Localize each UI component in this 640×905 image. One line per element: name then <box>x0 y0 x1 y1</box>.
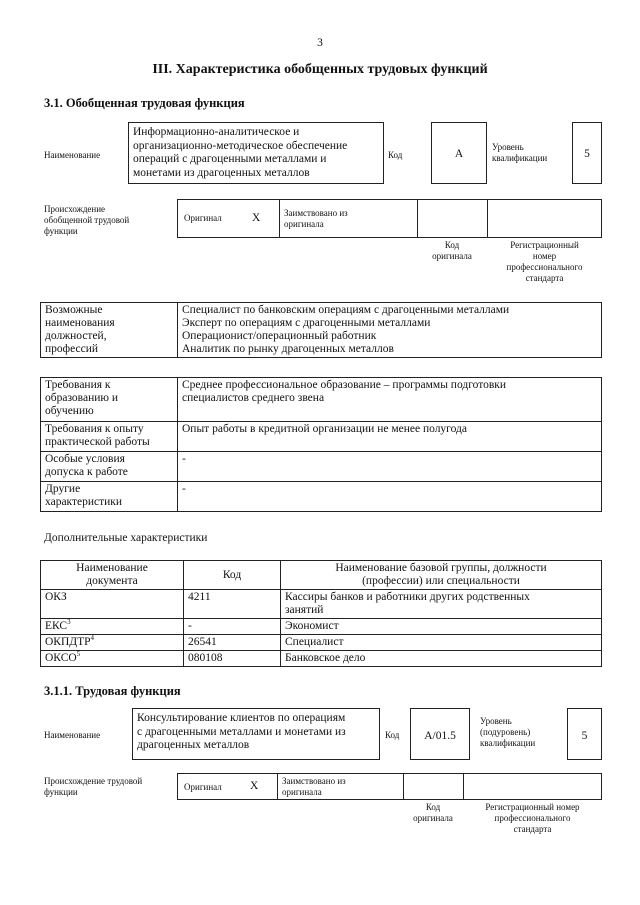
tf-code-label: Код <box>385 730 400 740</box>
gtf-original-mark: X <box>252 212 261 224</box>
table-row-name: Кассиры банков и работники других родственных занятий <box>281 590 602 619</box>
table-row-code: 080108 <box>184 651 281 667</box>
gtf-origin-label: Происхождение обобщенной трудовой функции <box>44 204 130 236</box>
tf-reg-number-caption: Регистрационный номер профессионального стандарта <box>485 802 580 834</box>
gtf-name-value: Информационно-аналитическое и организационно-методическое обеспечение операций с драгоценными металлами и монетами из драгоценных металлов <box>128 122 384 184</box>
gtf-level-value: 5 <box>572 122 602 184</box>
table-row-code: 26541 <box>184 635 281 651</box>
additional-heading: Дополнительные характеристики <box>44 532 208 544</box>
gtf-original-label: Оригинал <box>184 213 222 223</box>
additional-table <box>40 560 602 667</box>
req-other-value: - <box>178 482 602 512</box>
tf-original-label: Оригинал <box>184 782 222 792</box>
gtf-heading: 3.1. Обобщенная трудовая функция <box>44 96 245 110</box>
position-item: Аналитик по рынку драгоценных металлов <box>182 343 394 355</box>
tf-name-value: Консультирование клиентов по операциям с драгоценными металлами и монетами из драгоценных металлов <box>132 708 380 760</box>
table-row-code: - <box>184 619 281 635</box>
gtf-code-original-caption: Код оригинала <box>432 240 472 261</box>
tf-borrowed-label: Заимствовано из оригинала <box>282 776 346 797</box>
req-education-label: Требования к образованию и обучению <box>41 378 178 422</box>
gtf-borrowed-label: Заимствовано из оригинала <box>284 208 348 229</box>
table-row-name: Банковское дело <box>281 651 602 667</box>
req-experience-value: Опыт работы в кредитной организации не менее полугода <box>178 422 602 452</box>
table-row-name: Специалист <box>281 635 602 651</box>
gtf-reg-number-caption: Регистрационный номер профессионального стандарта <box>506 240 583 283</box>
gtf-name-label: Наименование <box>44 150 101 160</box>
section-title: III. Характеристика обобщенных трудовых функций <box>152 62 488 77</box>
divider <box>403 773 404 800</box>
req-special-label: Особые условия допуска к работе <box>41 452 178 482</box>
tf-original-mark: X <box>250 780 259 792</box>
divider <box>279 199 280 238</box>
col-code-header: Код <box>184 561 281 590</box>
table-row-doc: ЕКС$^3$ <box>41 619 184 635</box>
position-item: Эксперт по операциям с драгоценными металлами <box>182 317 431 329</box>
tf-level-value: 5 <box>567 708 602 760</box>
tf-origin-label: Происхождение трудовой функции <box>44 776 143 797</box>
tf-level-label: Уровень (подуровень) квалификации <box>480 716 536 748</box>
req-education-value: Среднее профессиональное образование – программы подготовки специалистов среднего звена <box>178 378 602 422</box>
table-row-doc: ОКЗ <box>41 590 184 619</box>
position-item: Операционист/операционный работник <box>182 330 377 342</box>
req-experience-label: Требования к опыту практической работы <box>41 422 178 452</box>
page-number: 3 <box>317 37 323 49</box>
tf-code-value: A/01.5 <box>410 708 470 760</box>
col-name-header: Наименование базовой группы, должности (профессии) или специальности <box>281 561 602 590</box>
positions-list <box>178 303 602 358</box>
col-doc-header: Наименование документа <box>41 561 184 590</box>
tf-heading: 3.1.1. Трудовая функция <box>44 684 181 698</box>
req-other-label: Другие характеристики <box>41 482 178 512</box>
divider <box>487 199 488 238</box>
requirements-table <box>40 377 602 512</box>
gtf-code-label: Код <box>388 150 403 160</box>
gtf-origin-box <box>177 199 602 238</box>
positions-table <box>40 302 602 358</box>
req-special-value: - <box>178 452 602 482</box>
table-row-code: 4211 <box>184 590 281 619</box>
table-row-name: Экономист <box>281 619 602 635</box>
gtf-code-value: A <box>431 122 487 184</box>
divider <box>463 773 464 800</box>
tf-name-label: Наименование <box>44 730 101 740</box>
position-item: Специалист по банковским операциям с драгоценными металлами <box>182 304 510 316</box>
table-row-doc: ОКСО$^5$ <box>41 651 184 667</box>
tf-origin-box <box>177 773 602 800</box>
gtf-level-label: Уровень квалификации <box>492 142 548 163</box>
table-row-doc: ОКПДТР$^4$ <box>41 635 184 651</box>
positions-label: Возможные наименования должностей, профессий <box>41 303 178 358</box>
tf-code-original-caption: Код оригинала <box>413 802 453 823</box>
divider <box>417 199 418 238</box>
divider <box>277 773 278 800</box>
